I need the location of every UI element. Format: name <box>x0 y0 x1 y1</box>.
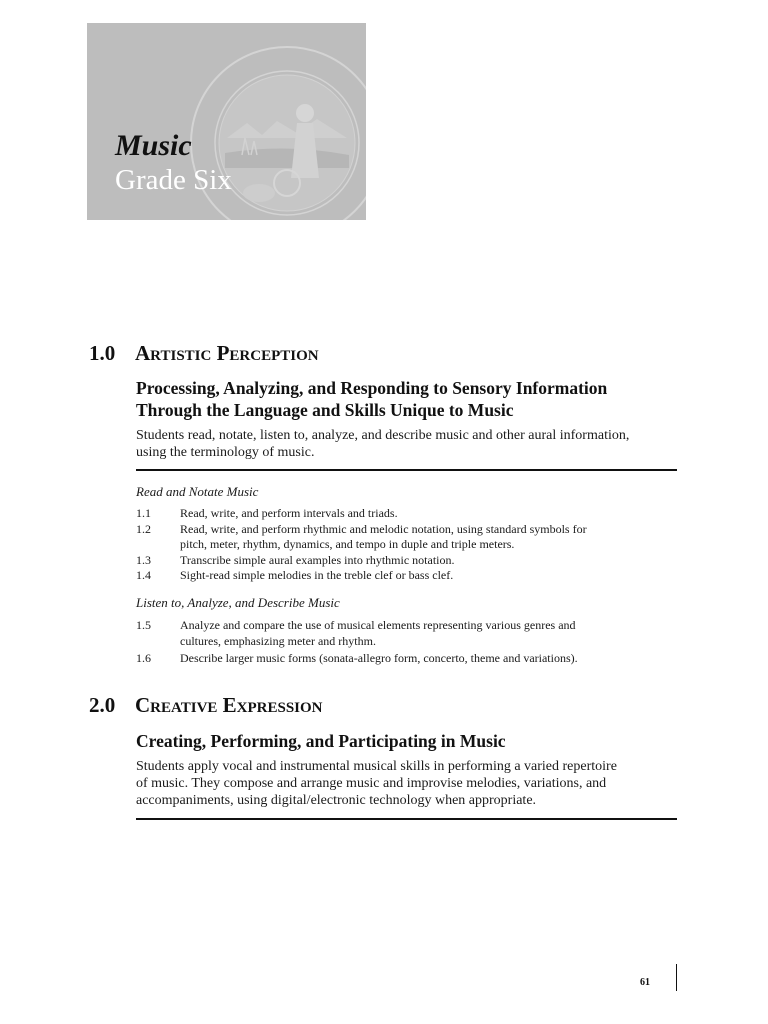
section-2-number: 2.0 <box>89 693 116 717</box>
standard-text: Analyze and compare the use of musical elements representing various genres and <box>180 618 576 632</box>
header-banner <box>87 23 366 220</box>
section-2-title: Creative Expression <box>135 693 323 717</box>
section-2-intro <box>136 758 681 809</box>
section-2-subheading: Creating, Performing, and Participating in Music <box>136 731 506 751</box>
section-2-intro-line-3: accompaniments, using digital/electronic technology when appropriate. <box>136 793 537 808</box>
section-1-subheading-line-1: Processing, Analyzing, and Responding to Sensory Information <box>136 378 608 398</box>
section-2-divider <box>136 818 677 820</box>
document-title: Music <box>115 129 192 162</box>
standard-number: 1.2 <box>136 521 151 536</box>
standard-number: 1.3 <box>136 552 151 567</box>
section-1-subheading-line-2: Through the Language and Skills Unique to Music <box>136 400 514 420</box>
section-1-title: Artistic Perception <box>135 341 319 365</box>
page-number: 61 <box>640 977 650 988</box>
standard-text: cultures, emphasizing meter and rhythm. <box>180 633 376 648</box>
group-label-listen-analyze: Listen to, Analyze, and Describe Music <box>136 595 340 610</box>
standard-1-3 <box>136 553 681 569</box>
section-2-heading <box>89 692 323 719</box>
section-1-subheading <box>136 377 676 421</box>
grade-subtitle: Grade Six <box>115 164 232 196</box>
section-1-heading <box>89 340 319 367</box>
section-1-intro <box>136 427 681 461</box>
standard-1-4 <box>136 568 681 584</box>
standard-1-5 <box>136 618 681 649</box>
section-2-intro-line-2: of music. They compose and arrange music and improvise melodies, variations, and <box>136 776 607 791</box>
section-2-intro-line-1: Students apply vocal and instrumental musical skills in performing a varied repertoire <box>136 759 617 774</box>
section-1-number: 1.0 <box>89 341 116 365</box>
section-1-intro-line-2: using the terminology of music. <box>136 445 315 460</box>
section-1-divider <box>136 469 677 471</box>
standard-number: 1.6 <box>136 651 151 665</box>
standard-text: Sight-read simple melodies in the treble clef or bass clef. <box>180 568 454 582</box>
standard-text: Transcribe simple aural examples into rhythmic notation. <box>180 552 455 567</box>
section-1-intro-line-1: Students read, notate, listen to, analyze, and describe music and other aural information, <box>136 428 630 443</box>
standard-text: Describe larger music forms (sonata-allegro form, concerto, theme and variations). <box>180 651 578 665</box>
page-number-bar <box>676 964 677 991</box>
standard-1-2 <box>136 522 681 553</box>
standard-1-6 <box>136 651 681 667</box>
standard-number: 1.1 <box>136 506 151 520</box>
standard-text: Read, write, and perform intervals and triads. <box>180 506 398 520</box>
standard-number: 1.4 <box>136 568 151 582</box>
standard-text: pitch, meter, rhythm, dynamics, and tempo in duple and triple meters. <box>180 537 515 551</box>
standard-text: Read, write, and perform rhythmic and melodic notation, using standard symbols for <box>180 521 587 536</box>
standard-number: 1.5 <box>136 618 151 632</box>
standard-1-1 <box>136 506 681 522</box>
group-label-read-notate: Read and Notate Music <box>136 484 259 499</box>
